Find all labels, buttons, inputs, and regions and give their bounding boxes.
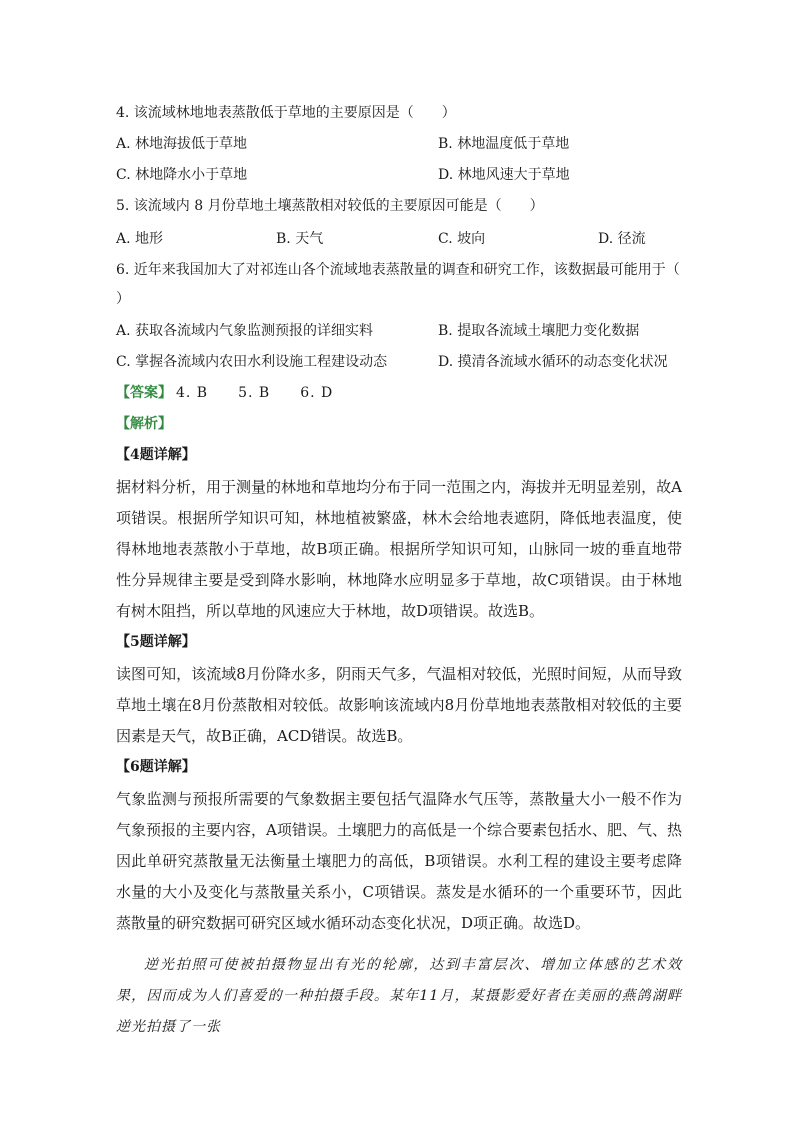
detail-6-heading: 【6题详解】 [116,759,196,775]
reading-passage: 逆光拍照可使被拍摄物显出有光的轮廓，达到丰富层次、增加立体感的艺术效果，因而成为人们喜爱的一种拍摄手段。某年11月，某摄影爱好者在美丽的燕鸽湖畔逆光拍摄了一张 [116,957,682,1035]
detail-6-text: 气象监测与预报所需要的气象数据主要包括气温降水气压等，蒸散量大小一般不作为气象预报的主要内容，A项错误。土壤肥力的高低是一个综合要素包括水、肥、气、热因此单研究蒸散量无法衡量土壤肥力的高低，B项错误。水利工程的建设主要考虑降水量的大小及变化与蒸散量关系小，C项错误。蒸发是水循环的一个重要环节，因此蒸散量的研究数据可研究区域水循环动态变化状况，D项正确。故选D。 [116,790,682,932]
question-5-option-a: A. 地形 [116,231,164,247]
question-6-stem-line2: ） [116,291,130,307]
detail-5-text: 读图可知，该流域8月份降水多，阴雨天气多，气温相对较低，光照时间短，从而导致草地土壤在8月份蒸散相对较低。故影响该流域内8月份草地地表蒸散相对较低的主要因素是天气，故B正确，ACD错误。故选B。 [116,665,682,745]
answer-item: 4. B [176,385,209,401]
question-5-option-c: C. 坡向 [438,231,486,247]
answer-tag: 【答案】 [116,385,172,401]
question-6-option-d: D. 摸清各流域水循环的动态变化状况 [438,354,668,370]
question-6-option-b: B. 提取各流域土壤肥力变化数据 [438,323,640,339]
question-5-stem: 5. 该流域内 8 月份草地土壤蒸散相对较低的主要原因可能是（ ） [116,198,544,214]
question-6-option-c: C. 掌握各流域内农田水利设施工程建设动态 [116,354,388,370]
question-4-option-b: B. 林地温度低于草地 [438,136,570,152]
question-5-option-b: B. 天气 [276,231,324,247]
analysis-tag: 【解析】 [116,416,172,432]
detail-4-heading: 【4题详解】 [116,447,196,463]
question-6-option-a: A. 获取各流域内气象监测预报的详细实料 [116,323,374,339]
question-4-option-c: C. 林地降水小于草地 [116,167,248,183]
detail-4-text: 据材料分析，用于测量的林地和草地均分布于同一范围之内，海拔并无明显差别，故A项错误。根据所学知识可知，林地植被繁盛，林木会给地表遮阴，降低地表温度，使得林地地表蒸散小于草地，故B项正确。根据所学知识可知，山脉同一坡的垂直地带性分异规律主要是受到降水影响，林地降水应明显多于草地，故C项错误。由于林地有树木阻挡，所以草地的风速应大于林地，故D项错误。故选B。 [116,478,682,620]
question-4-stem: 4. 该流域林地地表蒸散低于草地的主要原因是（ ） [116,105,456,121]
question-4-option-a: A. 林地海拔低于草地 [116,136,248,152]
answer-item: 6. D [300,385,334,401]
question-6-stem-line1: 6. 近年来我国加大了对祁连山各个流域地表蒸散量的调查和研究工作，该数据最可能用于（ [116,262,680,278]
answer-line [116,383,333,403]
question-5-option-d: D. 径流 [598,231,646,247]
question-4-option-d: D. 林地风速大于草地 [438,167,570,183]
detail-5-heading: 【5题详解】 [116,634,196,650]
answer-item: 5. B [238,385,271,401]
